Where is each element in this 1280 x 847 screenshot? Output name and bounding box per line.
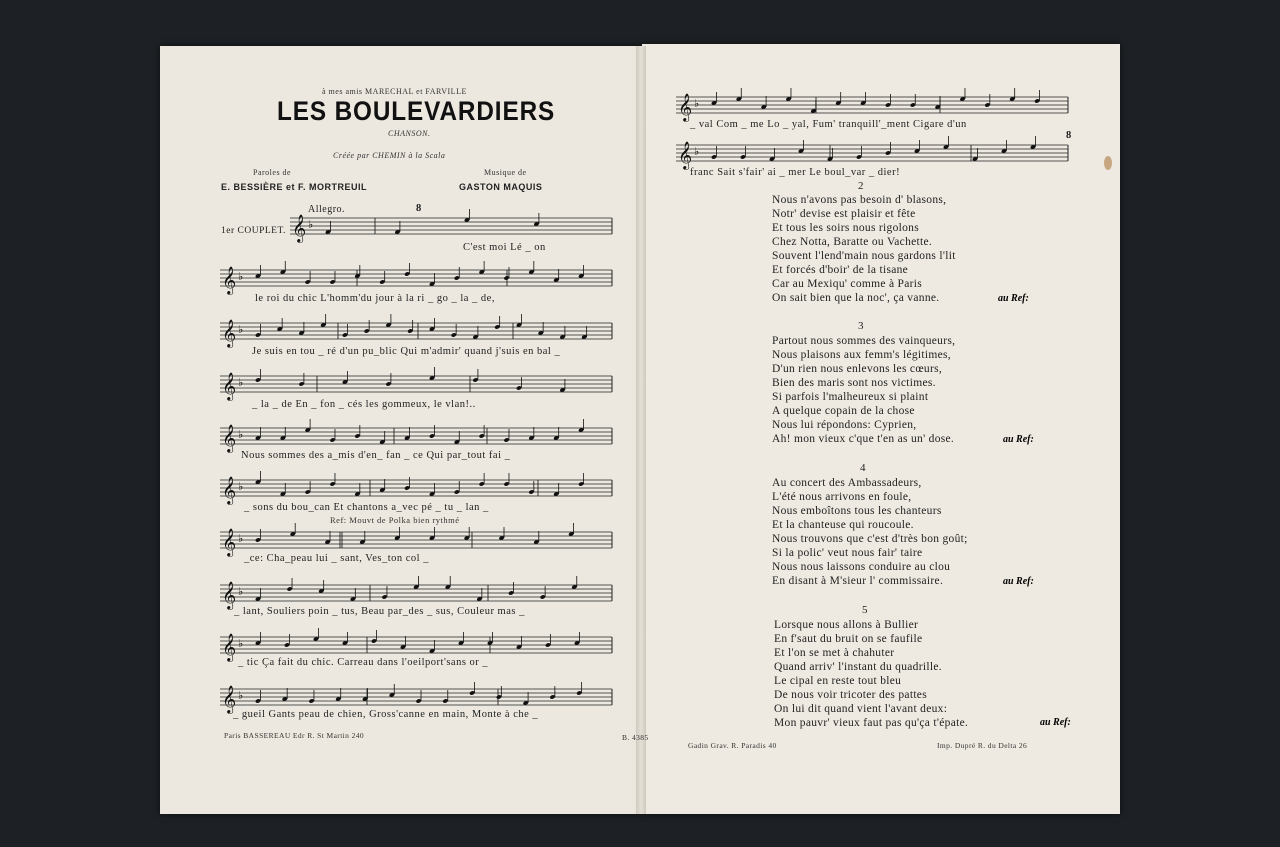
lyric-line-1: C'est moi Lé _ on	[463, 242, 546, 253]
music-staff	[220, 258, 616, 298]
verse-line: Bien des maris sont nos victimes.	[772, 377, 936, 389]
dedication: à mes amis MARECHAL et FARVILLE	[322, 87, 467, 96]
verse-line: Ah! mon vieux c'que t'en as un' dose.	[772, 433, 955, 445]
verse-line: Chez Notta, Baratte ou Vachette.	[772, 236, 933, 248]
svg-text:♭: ♭	[238, 638, 244, 650]
verse-line: En disant à M'sieur l' commissaire.	[772, 575, 944, 587]
verse-line: Et forcés d'boir' de la tisane	[772, 264, 909, 276]
svg-text:♭: ♭	[694, 98, 700, 110]
paper-stain	[1104, 156, 1112, 170]
svg-text:♭: ♭	[238, 481, 244, 493]
lyric-line-7: _ce: Cha_peau lui _ sant, Ves_ton col _	[244, 553, 429, 564]
lyric-line-6: _ sons du bou_can Et chantons a_vec pé _ tu _ lan _	[244, 502, 489, 513]
svg-text:𝄞: 𝄞	[222, 266, 237, 294]
svg-text:♭: ♭	[308, 219, 314, 231]
footer-engraver: Gadin Grav. R. Paradis 40	[688, 741, 777, 750]
verse-number: 2	[858, 180, 864, 192]
verse-lines	[772, 334, 955, 446]
lyric-line-9: _ tic Ça fait du chic. Carreau dans l'oeilport'sans or _	[238, 657, 489, 668]
end-mark: 8	[1066, 130, 1072, 141]
verse-line: Et tous les soirs nous rigolons	[772, 222, 919, 234]
lyric-line-5: Nous sommes des a_mis d'en_ fan _ ce Qui par_tout fai _	[241, 450, 511, 461]
svg-text:♭: ♭	[238, 690, 244, 702]
svg-text:♭: ♭	[238, 429, 244, 441]
verse-lines	[772, 193, 956, 305]
verse-line: On lui dit quand vient l'avant deux:	[774, 703, 948, 715]
svg-text:𝄞: 𝄞	[292, 214, 307, 242]
verse-line: Lorsque nous allons à Bullier	[774, 619, 919, 631]
verse-number: 3	[858, 320, 864, 332]
verse-line: Et l'on se met à chahuter	[774, 647, 895, 659]
svg-text:𝄞: 𝄞	[222, 581, 237, 609]
lyric-line-10: _ gueil Gants peau de chien, Gross'canne en main, Monte à che _	[233, 709, 539, 720]
verse-line: Et la chanteuse qui roucoule.	[772, 519, 914, 531]
right-lyric-line-1: _ val Com _ me Lo _ yal, Fum' tranquill'_ment Cigare d'un	[690, 119, 967, 130]
lyrics-label: Paroles de	[253, 168, 292, 177]
verse-line: Quand arriv' l'instant du quadrille.	[774, 661, 942, 673]
verse-line: Nous lui répondons: Cyprien,	[772, 419, 917, 431]
refrain-cue: au Ref:	[1003, 434, 1034, 445]
lyric-line-8: _ lant, Souliers poin _ tus, Beau par_des _ sus, Couleur mas _	[234, 606, 525, 617]
music-staff	[290, 206, 616, 246]
verse-line: En f'saut du bruit on se faufile	[774, 633, 923, 645]
verse-line: Souvent l'lend'main nous gardons l'lit	[772, 250, 956, 262]
tempo-marking: Allegro.	[308, 204, 346, 215]
svg-text:𝄞: 𝄞	[222, 528, 237, 556]
refrain-cue: au Ref:	[1003, 576, 1034, 587]
svg-text:𝄞: 𝄞	[222, 372, 237, 400]
verse-line: Nous trouvons que c'est d'très bon goût;	[772, 533, 968, 545]
music-label: Musique de	[484, 168, 527, 177]
svg-text:♭: ♭	[238, 271, 244, 283]
music-staff	[220, 311, 616, 351]
svg-text:♭: ♭	[694, 146, 700, 158]
svg-text:♭: ♭	[238, 324, 244, 336]
svg-text:𝄞: 𝄞	[678, 141, 693, 169]
verse-number: 5	[862, 604, 868, 616]
verse-line: Si la polic' veut nous fair' taire	[772, 547, 923, 559]
verse-line: Mon pauvr' vieux faut pas qu'ça t'épate.	[774, 717, 969, 729]
verse-lines	[772, 476, 968, 588]
lyric-line-3: Je suis en tou _ ré d'un pu_blic Qui m'admir' quand j'suis en bal _	[252, 346, 561, 357]
lyric-line-2: le roi du chic L'homm'du jour à la ri _ go _ la _ de,	[255, 293, 495, 304]
footer-publisher: Paris BASSEREAU Edr R. St Martin 240	[224, 731, 365, 740]
verse-line: Partout nous sommes des vainqueurs,	[772, 335, 956, 347]
verse-line: Nous plaisons aux femm's légitimes,	[772, 349, 951, 361]
rest-count: 8	[416, 203, 422, 214]
verse-line: Le cipal en reste tout bleu	[774, 675, 902, 687]
lyric-line-4: _ la _ de En _ fon _ cés les gommeux, le vlan!..	[252, 399, 476, 410]
verse-line: Car au Mexiqu' comme à Paris	[772, 278, 923, 290]
verse-line: Notr' devise est plaisir et fête	[772, 208, 916, 220]
page-fold	[636, 46, 646, 814]
verse-line: Au concert des Ambassadeurs,	[772, 477, 922, 489]
verse-line: Nous nous laissons conduire au clou	[772, 561, 951, 573]
subtitle: CHANSON.	[388, 129, 431, 138]
svg-text:♭: ♭	[238, 586, 244, 598]
svg-text:𝄞: 𝄞	[222, 424, 237, 452]
verse-line: On sait bien que la noc', ça vanne.	[772, 292, 940, 304]
verse-line: Si parfois l'malheureux si plaint	[772, 391, 929, 403]
verse-line: Nous emboîtons tous les chanteurs	[772, 505, 942, 517]
footer-printer: Imp. Dupré R. du Delta 26	[937, 741, 1028, 750]
verse-number: 4	[860, 462, 866, 474]
verse-line: De nous voir tricoter des pattes	[774, 689, 927, 701]
refrain-marking: Ref: Mouvt de Polka bien rythmé	[330, 515, 460, 525]
composer: GASTON MAQUIS	[459, 182, 543, 192]
svg-text:𝄞: 𝄞	[678, 93, 693, 121]
verse-line: Nous n'avons pas besoin d' blasons,	[772, 194, 947, 206]
footer-plate-number: B. 4385	[622, 733, 649, 742]
right-lyric-line-2: franc Sait s'fair' ai _ mer Le boul_var _ dier!	[690, 167, 901, 178]
svg-text:♭: ♭	[238, 377, 244, 389]
svg-text:𝄞: 𝄞	[222, 319, 237, 347]
verse-line: L'été nous arrivons en foule,	[772, 491, 912, 503]
verse-lines	[774, 618, 968, 730]
svg-text:♭: ♭	[238, 533, 244, 545]
svg-text:𝄞: 𝄞	[222, 685, 237, 713]
couplet-label: 1er COUPLET.	[221, 226, 286, 236]
refrain-cue: au Ref:	[1040, 717, 1071, 728]
lyricists: E. BESSIÈRE et F. MORTREUIL	[221, 182, 368, 192]
verse-line: D'un rien nous enlevons les cœurs,	[772, 363, 943, 375]
svg-text:𝄞: 𝄞	[222, 633, 237, 661]
svg-text:𝄞: 𝄞	[222, 476, 237, 504]
music-staff	[220, 364, 616, 404]
page-title: LES BOULEVARDIERS	[277, 96, 556, 126]
refrain-cue: au Ref:	[998, 293, 1029, 304]
verse-line: A quelque copain de la chose	[772, 405, 915, 417]
created-by: Créée par CHEMIN à la Scala	[333, 151, 446, 160]
